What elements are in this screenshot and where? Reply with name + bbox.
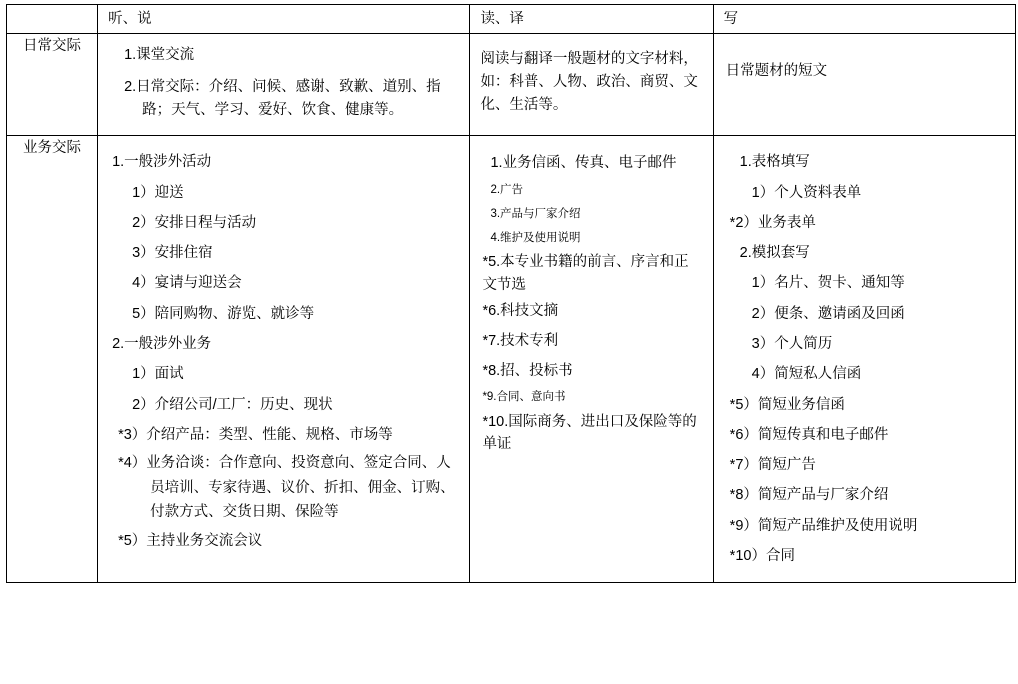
list-item: *6.科技文摘 <box>482 303 559 320</box>
list-item: 2.日常交际：介绍、问候、感谢、致歉、道别、指路；天气、学习、爱好、饮食、健康等。 <box>124 79 441 118</box>
list-item: 日常题材的短文 <box>725 63 828 79</box>
cell-daily-listen-speak <box>98 34 470 136</box>
list-item: *3）介绍产品：类型、性能、规格、市场等 <box>118 426 393 443</box>
list-item: 4）简短私人信函 <box>751 366 862 383</box>
list-item: *9）简短产品维护及使用说明 <box>729 517 918 534</box>
syllabus-table <box>6 4 1016 583</box>
list-item: *5）主持业务交流会议 <box>118 532 263 549</box>
cell-business-listen-speak <box>98 136 470 583</box>
list-item: 阅读与翻译一般题材的文字材料，如：科普、人物、政治、商贸、文化、生活等。 <box>480 51 698 114</box>
list-item: *8）简短产品与厂家介绍 <box>729 487 889 504</box>
cell-daily-read-translate <box>470 34 713 136</box>
list-item: 1）迎送 <box>132 184 184 201</box>
list-item: *5.本专业书籍的前言、序言和正文节选 <box>482 254 689 293</box>
list-item: 1.业务信函、传真、电子邮件 <box>490 155 677 172</box>
list-item: 4.维护及使用说明 <box>490 231 581 244</box>
list-item: *6）简短传真和电子邮件 <box>729 426 889 443</box>
header-write-label: 写 <box>723 11 739 27</box>
list-item: 1.表格填写 <box>739 154 810 171</box>
list-item: *10.国际商务、进出口及保险等的单证 <box>482 413 697 453</box>
list-item: 4）宴请与迎送会 <box>132 275 242 292</box>
list-item: 5）陪同购物、游览、就诊等 <box>132 305 315 322</box>
header-read-translate-label: 读、译 <box>480 11 524 27</box>
list-item: 1.一般涉外活动 <box>112 154 212 171</box>
row-label-daily: 日常交际 <box>7 34 98 136</box>
list-item: 2.一般涉外业务 <box>112 336 212 352</box>
list-item: *7.技术专利 <box>482 332 559 349</box>
header-listen-speak-cell <box>98 5 470 34</box>
list-item: 2）安排日程与活动 <box>132 214 257 231</box>
list-item: 2.广告 <box>490 183 524 196</box>
list-item: *2）业务表单 <box>729 214 816 231</box>
list-item: 1.课堂交流 <box>124 47 195 63</box>
table-row <box>7 34 1016 136</box>
table-header-row <box>7 5 1016 34</box>
list-item: 1）面试 <box>132 366 184 383</box>
list-item: *8.招、投标书 <box>482 362 573 379</box>
list-item: *4）业务洽谈：合作意向、投资意向、签定合同、人员培训、专家待遇、议价、折扣、佣金、订购、付款方式、交货日期、保险等 <box>118 455 455 521</box>
header-corner-label <box>7 5 97 33</box>
list-item: 2.模拟套写 <box>739 245 810 262</box>
row-label-business: 业务交际 <box>7 136 98 583</box>
cell-daily-write <box>713 34 1015 136</box>
list-item: *10）合同 <box>729 547 795 564</box>
list-item: 3）个人简历 <box>751 336 833 352</box>
header-listen-speak-label: 听、说 <box>108 11 152 27</box>
list-item: 2）介绍公司/工厂：历史、现状 <box>132 396 333 413</box>
list-item: 1）名片、贺卡、通知等 <box>751 275 905 292</box>
list-item: 2）便条、邀请函及回函 <box>751 305 905 322</box>
list-item: *7）简短广告 <box>729 457 816 474</box>
list-item: 1）个人资料表单 <box>751 184 862 201</box>
list-item: 3.产品与厂家介绍 <box>490 207 581 220</box>
cell-business-write <box>713 136 1015 583</box>
list-item: 3）安排住宿 <box>132 245 213 262</box>
list-item: *9.合同、意向书 <box>482 391 566 404</box>
header-write-cell <box>713 5 1015 34</box>
cell-business-read-translate <box>470 136 713 583</box>
table-row <box>7 136 1016 583</box>
header-read-translate-cell <box>470 5 713 34</box>
document-page <box>0 4 1018 684</box>
header-corner-cell <box>7 5 98 34</box>
list-item: *5）简短业务信函 <box>729 396 845 413</box>
